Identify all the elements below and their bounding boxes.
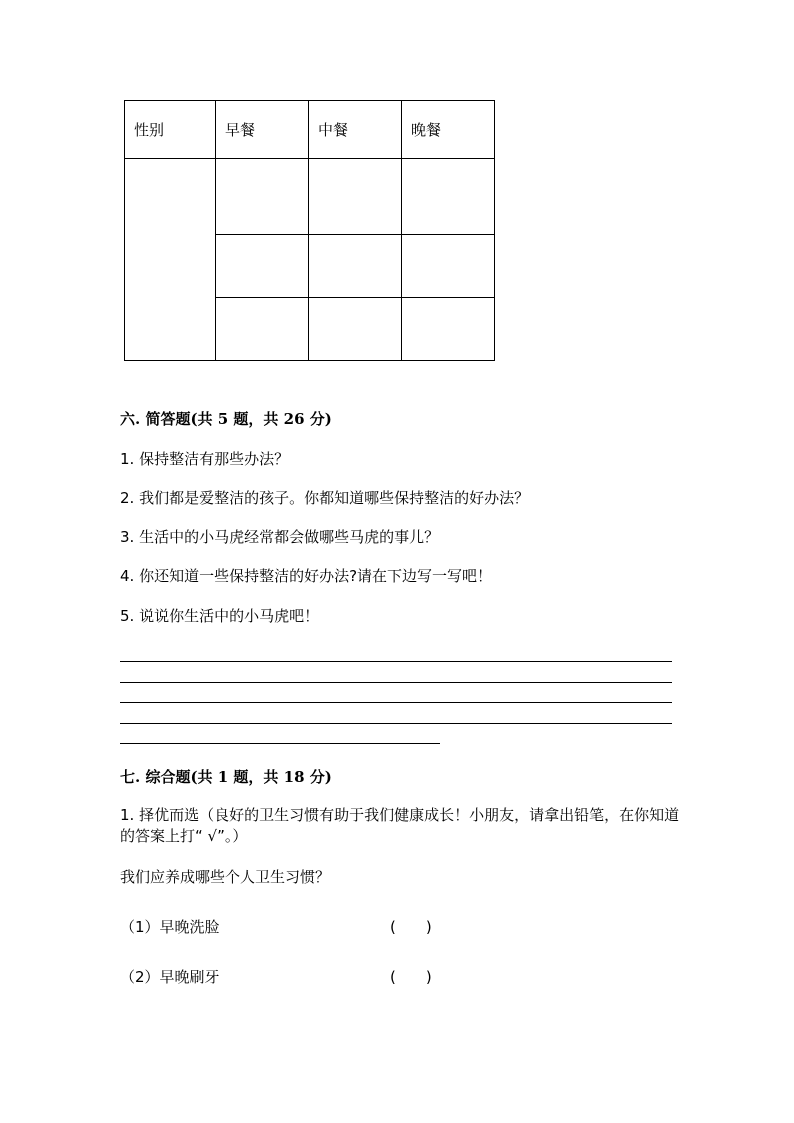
comprehensive-question-intro: 1. 择优而选（良好的卫生习惯有助于我们健康成长！小朋友，请拿出铅笔，在你知道的答案上打“ √”。） bbox=[120, 806, 680, 845]
habit-question: 我们应养成哪些个人卫生习惯？ bbox=[120, 868, 331, 886]
answer-line[interactable] bbox=[120, 723, 672, 724]
table-cell[interactable] bbox=[402, 298, 495, 361]
question-4: 4. 你还知道一些保持整洁的好办法?请在下边写一写吧！ bbox=[120, 567, 493, 585]
question-1: 1. 保持整洁有那些办法？ bbox=[120, 450, 290, 468]
table-cell[interactable] bbox=[216, 159, 309, 235]
table-cell[interactable] bbox=[402, 159, 495, 235]
header-gender: 性别 bbox=[125, 101, 216, 159]
header-breakfast: 早餐 bbox=[216, 101, 309, 159]
table-cell[interactable] bbox=[216, 298, 309, 361]
gender-cell[interactable] bbox=[125, 159, 216, 361]
answer-line[interactable] bbox=[120, 682, 672, 683]
option-2-answer-box[interactable]: ( ) bbox=[390, 968, 432, 986]
section-7-title: 七. 综合题(共 1 题，共 18 分) bbox=[120, 768, 332, 786]
answer-line[interactable] bbox=[120, 743, 440, 744]
option-2-label: （2）早晚刷牙 bbox=[120, 968, 220, 986]
table-row bbox=[125, 159, 495, 235]
header-lunch: 中餐 bbox=[309, 101, 402, 159]
header-dinner: 晚餐 bbox=[402, 101, 495, 159]
table-cell[interactable] bbox=[402, 235, 495, 298]
answer-line[interactable] bbox=[120, 702, 672, 703]
meal-table bbox=[124, 100, 495, 361]
table-cell[interactable] bbox=[216, 235, 309, 298]
table-header-row bbox=[125, 101, 495, 159]
question-2: 2. 我们都是爱整洁的孩子。你都知道哪些保持整洁的好办法？ bbox=[120, 489, 530, 507]
section-6-title: 六. 简答题(共 5 题，共 26 分) bbox=[120, 410, 332, 428]
table-cell[interactable] bbox=[309, 159, 402, 235]
question-5: 5. 说说你生活中的小马虎吧！ bbox=[120, 607, 320, 625]
table-cell[interactable] bbox=[309, 298, 402, 361]
option-1-answer-box[interactable]: ( ) bbox=[390, 918, 432, 936]
question-3: 3. 生活中的小马虎经常都会做哪些马虎的事儿？ bbox=[120, 528, 440, 546]
answer-line[interactable] bbox=[120, 661, 672, 662]
option-1-label: （1）早晚洗脸 bbox=[120, 918, 220, 936]
table-cell[interactable] bbox=[309, 235, 402, 298]
